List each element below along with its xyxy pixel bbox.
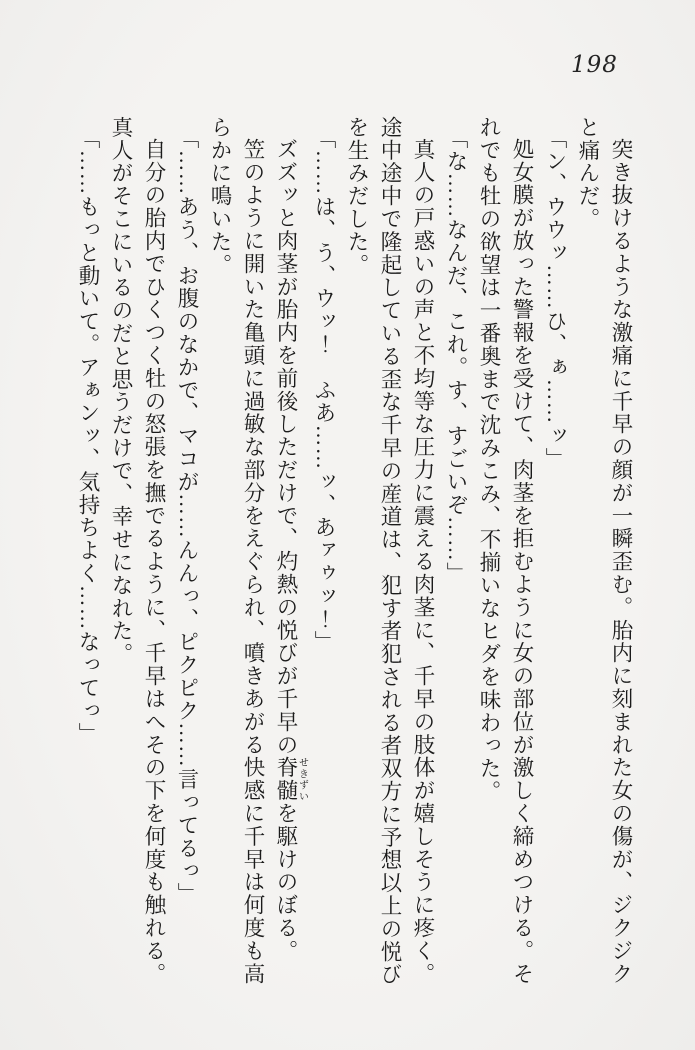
ruby-base: 脊髄 [274, 756, 298, 803]
paragraph-segment: を駆けのぼる。 [274, 802, 298, 963]
paragraph [269, 116, 307, 994]
paragraph: 「……もっと動いて。アぁンッ、気持ちよく……なってっ」 [76, 127, 100, 746]
paragraph: 自分の胎内でひくつく牡の怒張を撫でるように、千早はへその下を何度も触れる。真人がそこにいるのだと思うだけで、幸せになれた。 [109, 116, 166, 986]
ruby-text: せきずい [296, 756, 308, 803]
paragraph-segment: ズズッと肉茎が胎内を前後しただけで、灼熱の悦びが千早の [274, 138, 298, 757]
paragraph: 「……あう、お腹のなかで、マコが……んんっ、ピクピク……言ってるっ」 [175, 127, 199, 906]
page-number: 198 [571, 52, 618, 78]
paragraph: 笠のように開いた亀頭に過敏な部分をえぐられ、噴きあがる快感に千早は何度も高らかに鳴いた。 [208, 116, 265, 986]
paragraph: 「ン、ウウッ……ひ、ぁ……ッ」 [543, 127, 567, 471]
paragraph: 真人の戸惑いの声と不均等な圧力に震える肉茎に、千早の肢体が嬉しそうに疼く。途中途中で隆起している歪な千早の産道は、犯す者犯される者双方に予想以上の悦びを生みだした。 [345, 116, 435, 987]
paragraph: 処女膜が放った警報を受けて、肉茎を拒むように女の部位が激しく締めつける。それでも牡の欲望は一番奥まで沈みこみ、不揃いなヒダを味わった。 [477, 116, 534, 986]
paragraph: 突き抜けるような激痛に千早の顔が一瞬歪む。胎内に刻まれた女の傷が、ジクジクと痛んだ。 [576, 116, 633, 986]
ruby-annotation [274, 756, 308, 803]
paragraph: 「……は、う、ウッ！ ふあ……ッ、あァゥッ！」 [312, 127, 336, 654]
paragraph: 「な……なんだ、これ。す、すごいぞ……」 [444, 127, 468, 585]
page-text [71, 116, 637, 994]
